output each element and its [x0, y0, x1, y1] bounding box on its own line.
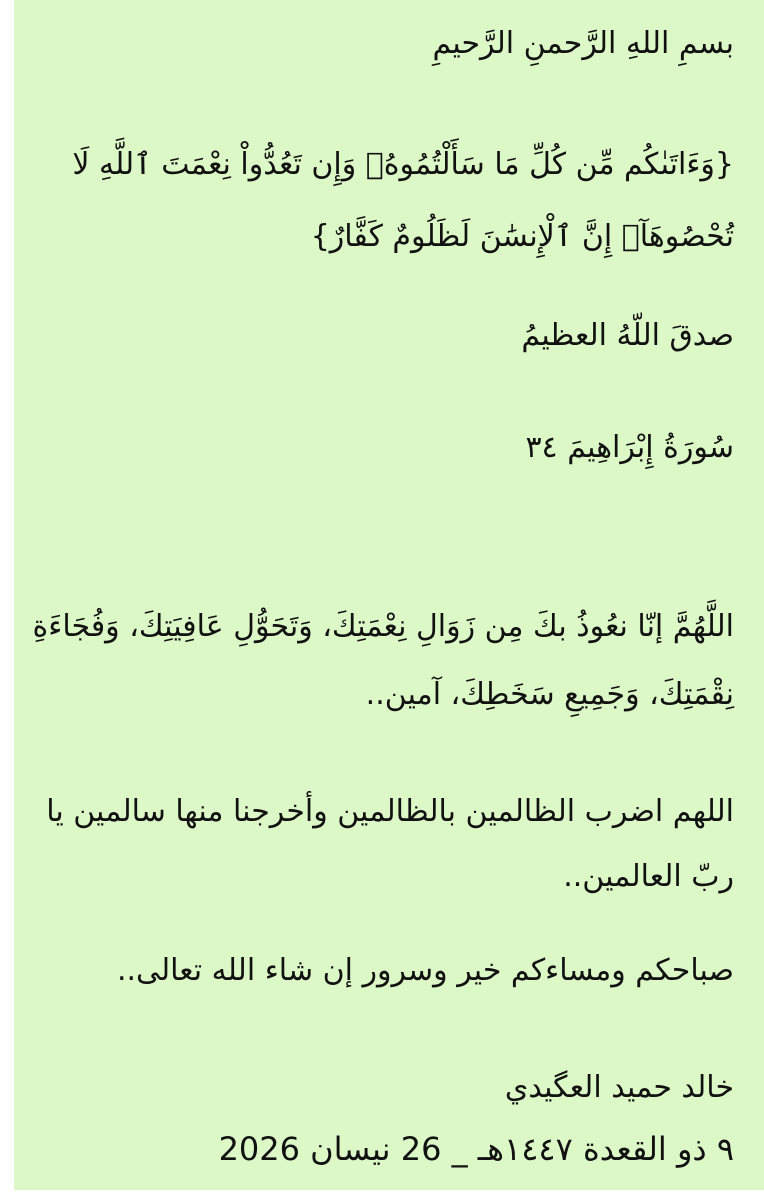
message-bubble[interactable] [14, 0, 764, 1190]
author-name: خالد حميد العگيدي [504, 1070, 734, 1105]
date-line: ٩ ذو القعدة ١٤٤٧هـ _ 26 نيسان 2026 [218, 1130, 734, 1168]
greeting-text: صباحكم ومساءكم خير وسرور إن شاء الله تعالى.. [116, 953, 734, 988]
quran-verse: {وَءَاتَىٰكُم مِّن كُلِّ مَا سَأَلْتُمُوهُۚ وَإِن تَعُدُّواْ نِعْمَتَ ٱللَّهِ لَا تُحْصُوهَآۗ إِنَّ ٱلْإِنسَٰنَ لَظَلُومٌ كَفَّارٌ} [72, 147, 734, 254]
dua-paragraph: اللَّهُمَّ إنّا نعُوذُ بكَ مِن زَوَالِ نِعْمَتِكَ، وَتَحَوُّلِ عَافِيَتِكَ، وَفُجَاءَةِ نِقْمَتِكَ، وَجَمِيعِ سَخَطِكَ، آمين.. [32, 609, 734, 712]
sadaq-text: صدقَ اللّهُ العظيمُ [521, 318, 734, 353]
dua-paragraph-2: اللهم اضرب الظالمين بالظالمين وأخرجنا منها سالمين يا ربّ العالمين.. [46, 794, 734, 894]
basmala-text: بسمِ اللهِ الرَّحمنِ الرَّحيمِ [432, 26, 734, 61]
surah-reference: سُورَةُ إِبْرَاهِيمَ ٣٤ [525, 430, 734, 465]
